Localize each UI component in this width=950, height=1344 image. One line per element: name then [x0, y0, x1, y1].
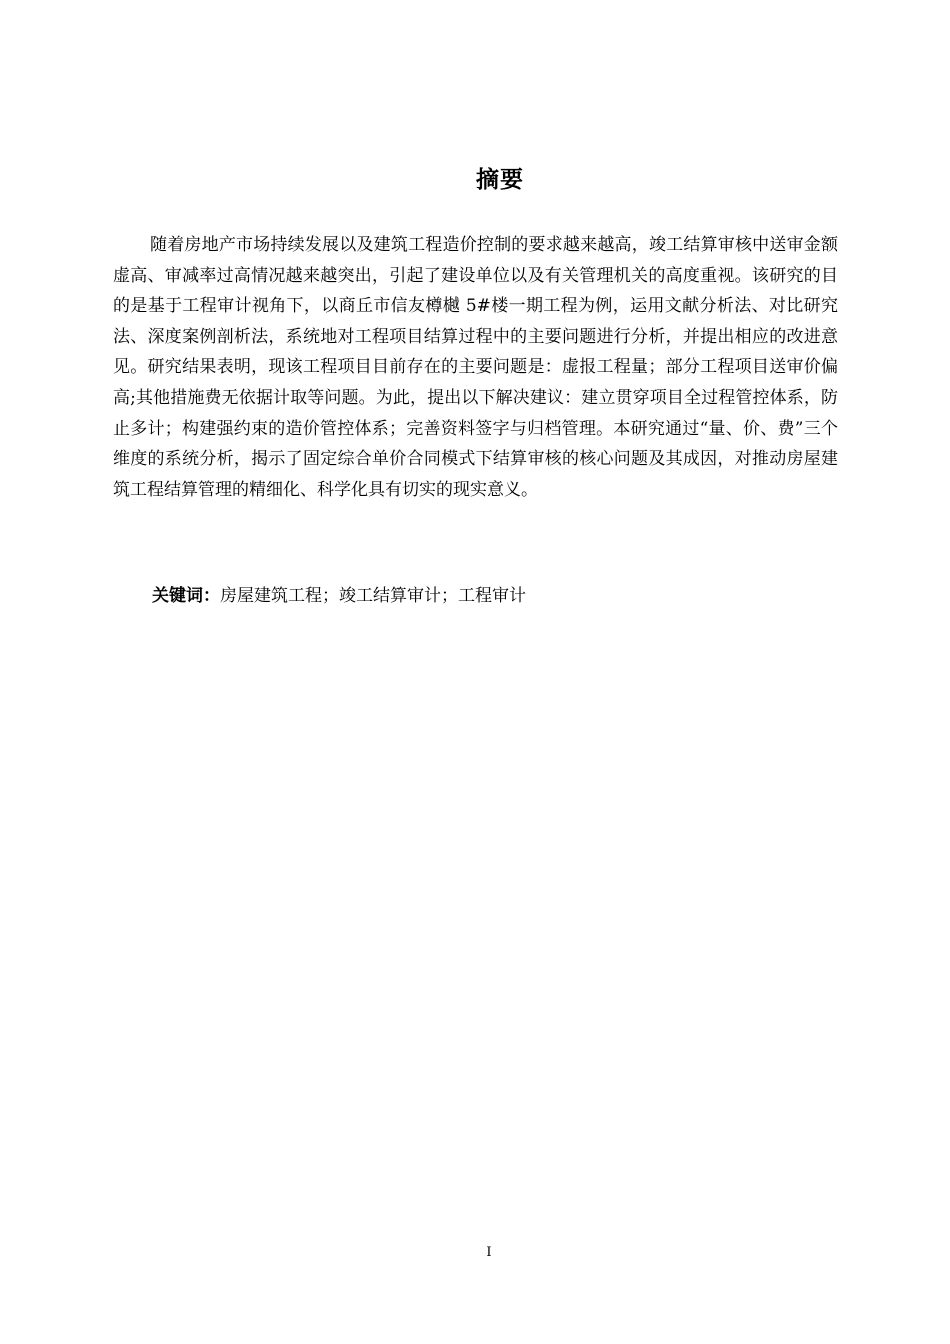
keywords-label: 关键词： [152, 586, 220, 606]
abstract-heading: 摘要 [476, 167, 524, 193]
keywords-line [152, 581, 852, 611]
keywords-text: 房屋建筑工程；竣工结算审计；工程审计 [220, 586, 526, 606]
page-number: I [486, 1245, 492, 1260]
abstract-paragraph: 随着房地产市场持续发展以及建筑工程造价控制的要求越来越高，竣工结算审核中送审金额虚高、审减率过高情况越来越突出，引起了建设单位以及有关管理机关的高度重视。该研究的目的是基于工程审计视角下，以商丘市信友樽樾 5#楼一期工程为例，运用文献分析法、对比研究法、深度案例剖析法，系统地对工程项目结算过程中的主要问题进行分析，并提出相应的改进意见。研究结果表明，现该工程项目目前存在的主要问题是：虚报工程量；部分工程项目送审价偏高;其他措施费无依据计取等问题。为此，提出以下解决建议：建立贯穿项目全过程管控体系，防止多计；构建强约束的造价管控体系；完善资料签字与归档管理。本研究通过“量、价、费”三个维度的系统分析，揭示了固定综合单价合同模式下结算审核的核心问题及其成因，对推动房屋建筑工程结算管理的精细化、科学化具有切实的现实意义。 [113, 235, 838, 500]
